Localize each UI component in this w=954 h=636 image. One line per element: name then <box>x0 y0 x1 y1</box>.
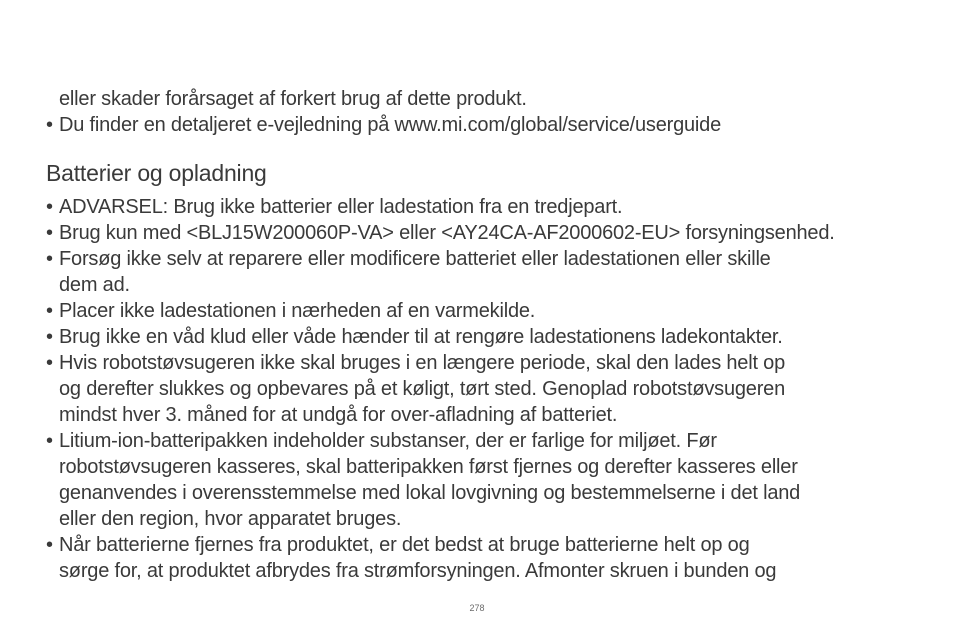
section-heading: Batterier og opladning <box>46 160 267 186</box>
bullet-text-line: genanvendes i overensstemmelse med lokal lovgivning og bestemmelserne i det land <box>59 482 801 504</box>
bullet-text-line: mindst hver 3. måned for at undgå for over-afladning af batteriet. <box>59 404 618 426</box>
bullet-text-line: • ADVARSEL: Brug ikke batterier eller ladestation fra en tredjepart. <box>59 196 623 218</box>
bullet-text-line: robotstøvsugeren kasseres, skal batteripakken først fjernes og derefter kasseres eller <box>59 456 798 478</box>
bullet-item <box>46 298 916 324</box>
intro-bullet-list <box>46 112 916 138</box>
bullet-item <box>46 324 916 350</box>
bullet-text-line: • Når batterierne fjernes fra produktet, er det bedst at bruge batterierne helt op og <box>59 534 750 556</box>
bullet-item <box>46 112 916 138</box>
bullet-item <box>46 428 916 532</box>
bullet-text-line: og derefter slukkes og opbevares på et køligt, tørt sted. Genoplad robotstøvsugeren <box>59 378 786 400</box>
bullet-item <box>46 350 916 428</box>
bullet-item <box>46 532 916 584</box>
bullet-text-line: • Brug ikke en våd klud eller våde hænder til at rengøre ladestationens ladekontakter. <box>59 326 783 348</box>
battery-bullet-list <box>46 194 916 584</box>
bullet-text-line: sørge for, at produktet afbrydes fra strømforsyningen. Afmonter skruen i bunden og <box>59 560 777 582</box>
page-content <box>46 86 916 584</box>
bullet-text-line: dem ad. <box>59 274 130 296</box>
page-number: 278 <box>469 603 485 613</box>
bullet-text-line: • Placer ikke ladestationen i nærheden af en varmekilde. <box>59 300 536 322</box>
bullet-text-line: • Hvis robotstøvsugeren ikke skal bruges i en længere periode, skal den lades helt op <box>59 352 786 374</box>
continuation-text: eller skader forårsaget af forkert brug af dette produkt. <box>59 88 527 110</box>
bullet-text-line: • Litium-ion-batteripakken indeholder substanser, der er farlige for miljøet. Før <box>59 430 717 452</box>
bullet-text-line: eller den region, hvor apparatet bruges. <box>59 508 402 530</box>
bullet-text-line: • Du finder en detaljeret e-vejledning på www.mi.com/global/service/userguide <box>59 114 722 136</box>
bullet-text-line: • Brug kun med <BLJ15W200060P-VA> eller <AY24CA-AF2000602-EU> forsyningsenhed. <box>59 222 835 244</box>
bullet-item <box>46 194 916 220</box>
bullet-text-line: • Forsøg ikke selv at reparere eller modificere batteriet eller ladestationen eller skille <box>59 248 771 270</box>
bullet-item <box>46 220 916 246</box>
bullet-item <box>46 246 916 298</box>
